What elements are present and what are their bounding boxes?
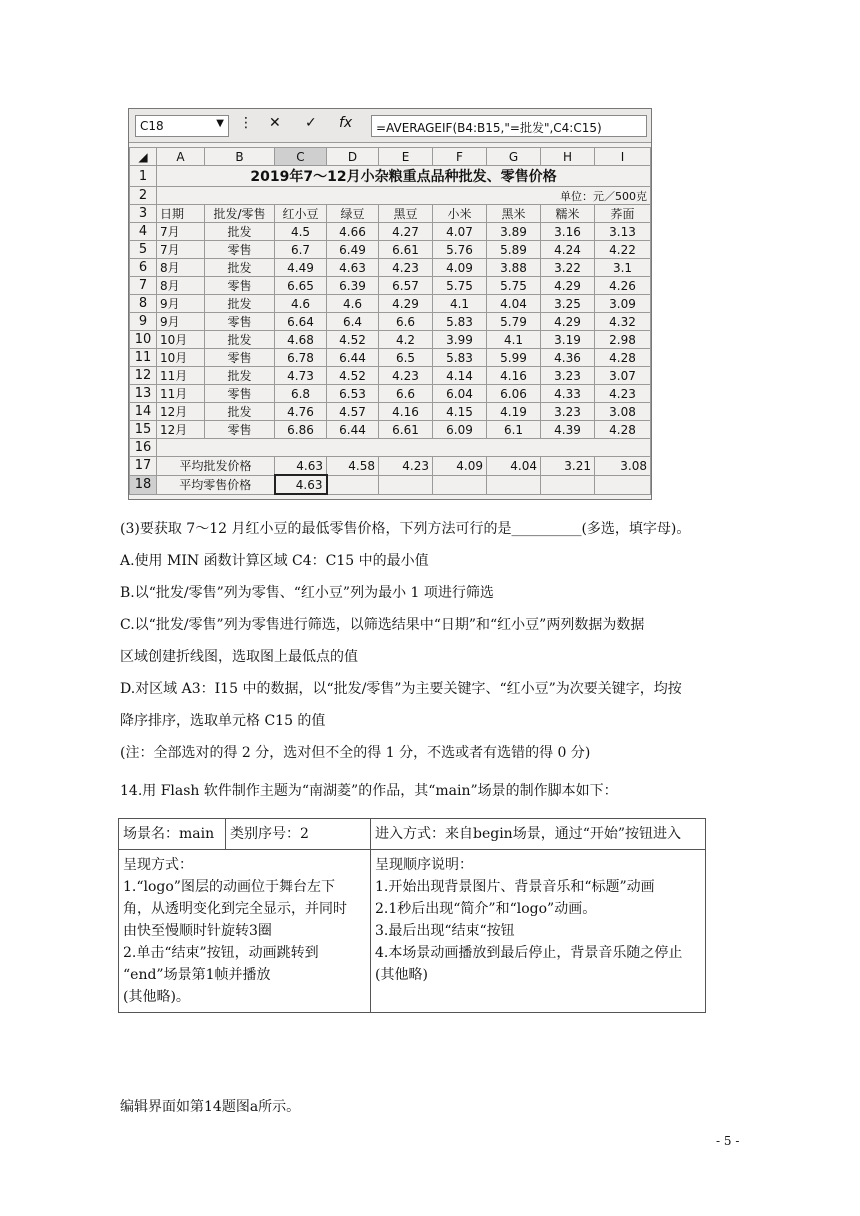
table-row (130, 223, 651, 241)
presentation-head: 呈现方式： (123, 857, 193, 873)
presentation-line: 1.“logo”图层的动画位于舞台左下 (123, 879, 335, 895)
price-cell[interactable]: 3.08 (595, 403, 651, 421)
price-cell[interactable]: 4.32 (595, 313, 651, 331)
order-line: 1.开始出现背景图片、背景音乐和“标题”动画 (375, 879, 655, 895)
empty-row[interactable] (157, 439, 651, 457)
price-cell[interactable]: 4.66 (327, 223, 379, 241)
presentation-line: (其他略)。 (123, 989, 190, 1005)
presentation-line: 角，从透明变化到完全显示，并同时 (123, 901, 347, 917)
price-cell[interactable]: 4.5 (275, 223, 327, 241)
price-cell[interactable]: 5.75 (487, 277, 541, 295)
price-cell[interactable]: 4.16 (379, 403, 433, 421)
price-cell[interactable]: 6.5 (379, 349, 433, 367)
avg-cell[interactable]: 4.09 (433, 457, 487, 476)
row-header[interactable]: 12 (130, 367, 157, 385)
price-cell[interactable]: 6.78 (275, 349, 327, 367)
header-cell[interactable]: 红小豆 (275, 205, 327, 223)
function-icon[interactable]: fx (339, 115, 353, 131)
cancel-icon[interactable]: ✕ (269, 115, 281, 131)
price-cell[interactable]: 4.73 (275, 367, 327, 385)
type-cell[interactable]: 批发 (205, 331, 275, 349)
price-cell[interactable]: 4.2 (379, 331, 433, 349)
row-header[interactable]: 13 (130, 385, 157, 403)
price-cell[interactable]: 4.16 (487, 367, 541, 385)
date-cell[interactable]: 9月 (157, 295, 205, 313)
order-line: 2.1秒后出现“简介”和“logo”动画。 (375, 901, 597, 917)
scene-script-table (118, 818, 706, 1013)
price-cell[interactable]: 6.4 (327, 313, 379, 331)
row-header[interactable]: 17 (130, 457, 157, 476)
avg-wholesale-label[interactable]: 平均批发价格 (157, 457, 275, 476)
price-cell[interactable]: 3.88 (487, 259, 541, 277)
date-cell[interactable]: 9月 (157, 313, 205, 331)
date-cell[interactable]: 12月 (157, 421, 205, 439)
price-cell[interactable]: 3.22 (541, 259, 595, 277)
table-row (130, 259, 651, 277)
header-cell[interactable]: 批发/零售 (205, 205, 275, 223)
table-row (130, 349, 651, 367)
row-header[interactable]: 2 (130, 187, 157, 205)
category-cell: 类别序号：2 (226, 819, 371, 850)
header-cell[interactable]: 小米 (433, 205, 487, 223)
table-row (130, 421, 651, 439)
price-cell[interactable]: 4.6 (327, 295, 379, 313)
row-header[interactable]: 18 (130, 475, 157, 494)
price-cell[interactable]: 4.24 (541, 241, 595, 259)
price-cell[interactable]: 4.6 (275, 295, 327, 313)
type-cell[interactable]: 零售 (205, 421, 275, 439)
price-cell[interactable]: 4.22 (595, 241, 651, 259)
table-row (130, 331, 651, 349)
price-cell[interactable]: 3.1 (595, 259, 651, 277)
presentation-line: 由快至慢顺时针旋转3圈 (123, 923, 272, 939)
avg-retail-row (130, 475, 651, 494)
price-cell[interactable]: 3.23 (541, 403, 595, 421)
date-cell[interactable]: 12月 (157, 403, 205, 421)
type-cell[interactable]: 批发 (205, 367, 275, 385)
price-cell[interactable]: 5.75 (433, 277, 487, 295)
entry-cell: 进入方式：来自begin场景，通过“开始”按钮进入 (371, 819, 706, 850)
chevron-down-icon[interactable]: ▼ (216, 118, 224, 129)
question-3-stem: (3)要获取 7～12 月红小豆的最低零售价格，下列方法可行的是__________(多选，填字母)。 (120, 521, 691, 537)
price-cell[interactable]: 4.29 (541, 313, 595, 331)
empty-cell[interactable] (595, 475, 651, 494)
avg-cell[interactable]: 4.04 (487, 457, 541, 476)
price-cell[interactable]: 4.19 (487, 403, 541, 421)
table-row (130, 367, 651, 385)
option-b: B.以“批发/零售”列为零售、“红小豆”列为最小 1 项进行筛选 (120, 585, 494, 601)
date-cell[interactable]: 10月 (157, 331, 205, 349)
header-cell[interactable]: 荞面 (595, 205, 651, 223)
row-header[interactable]: 16 (130, 439, 157, 457)
avg-cell[interactable]: 4.58 (327, 457, 379, 476)
order-line: 4.本场景动画播放到最后停止，背景音乐随之停止 (375, 945, 683, 961)
empty-cell[interactable] (541, 475, 595, 494)
price-cell[interactable]: 4.68 (275, 331, 327, 349)
price-cell[interactable]: 6.6 (379, 385, 433, 403)
presentation-line: “end”场景第1帧并播放 (123, 967, 271, 983)
price-cell[interactable]: 4.26 (595, 277, 651, 295)
table-row (130, 277, 651, 295)
header-cell[interactable]: 糯米 (541, 205, 595, 223)
price-cell[interactable]: 4.76 (275, 403, 327, 421)
row-header[interactable]: 8 (130, 295, 157, 313)
price-cell[interactable]: 5.83 (433, 313, 487, 331)
column-header[interactable]: C (275, 148, 327, 166)
question-14-stem: 14.用 Flash 软件制作主题为“南湖菱”的作品，其“main”场景的制作脚本如下： (120, 783, 618, 799)
price-cell[interactable]: 6.65 (275, 277, 327, 295)
price-cell[interactable]: 4.23 (379, 259, 433, 277)
price-cell[interactable]: 4.52 (327, 331, 379, 349)
row-header[interactable]: 3 (130, 205, 157, 223)
row-header[interactable]: 11 (130, 349, 157, 367)
price-cell[interactable]: 4.07 (433, 223, 487, 241)
avg-wholesale-row (130, 457, 651, 476)
price-cell[interactable]: 5.83 (433, 349, 487, 367)
date-cell[interactable]: 8月 (157, 259, 205, 277)
date-cell[interactable]: 11月 (157, 367, 205, 385)
price-cell[interactable]: 3.19 (541, 331, 595, 349)
option-c-line1: C.以“批发/零售”列为零售进行筛选，以筛选结果中“日期”和“红小豆”两列数据为数据 (120, 617, 645, 633)
price-cell[interactable]: 6.09 (433, 421, 487, 439)
price-cell[interactable]: 4.39 (541, 421, 595, 439)
type-cell[interactable]: 批发 (205, 295, 275, 313)
selected-cell-c18[interactable]: 4.63 (275, 475, 327, 494)
type-cell[interactable]: 零售 (205, 385, 275, 403)
price-cell[interactable]: 4.57 (327, 403, 379, 421)
price-cell[interactable]: 3.23 (541, 367, 595, 385)
empty-cell[interactable] (487, 475, 541, 494)
avg-cell[interactable]: 3.21 (541, 457, 595, 476)
price-cell[interactable]: 3.25 (541, 295, 595, 313)
type-cell[interactable]: 批发 (205, 223, 275, 241)
formula-bar (129, 109, 651, 143)
price-cell[interactable]: 4.27 (379, 223, 433, 241)
price-cell[interactable]: 3.89 (487, 223, 541, 241)
price-cell[interactable]: 2.98 (595, 331, 651, 349)
order-line: 3.最后出现“结束“按钮 (375, 923, 515, 939)
date-cell[interactable]: 7月 (157, 241, 205, 259)
table-row (130, 403, 651, 421)
price-cell[interactable]: 6.44 (327, 349, 379, 367)
row-header[interactable]: 15 (130, 421, 157, 439)
price-cell[interactable]: 6.04 (433, 385, 487, 403)
column-header-row (130, 148, 651, 166)
price-cell[interactable]: 3.16 (541, 223, 595, 241)
formula-input[interactable]: =AVERAGEIF(B4:B15,"=批发",C4:C15) (371, 115, 647, 137)
header-cell[interactable]: 黑豆 (379, 205, 433, 223)
row-header[interactable]: 5 (130, 241, 157, 259)
header-row (130, 205, 651, 223)
row-header[interactable]: 9 (130, 313, 157, 331)
row-header[interactable]: 14 (130, 403, 157, 421)
table-row (130, 385, 651, 403)
sheet-grid (129, 147, 651, 495)
price-cell[interactable]: 4.1 (433, 295, 487, 313)
check-icon[interactable]: ✓ (305, 115, 317, 131)
column-header[interactable]: A (157, 148, 205, 166)
price-cell[interactable]: 4.33 (541, 385, 595, 403)
more-icon[interactable]: ⋮ (239, 115, 253, 131)
price-cell[interactable]: 4.36 (541, 349, 595, 367)
price-cell[interactable]: 6.6 (379, 313, 433, 331)
table-row (130, 313, 651, 331)
row-header[interactable]: 7 (130, 277, 157, 295)
name-box[interactable]: C18 ▼ (135, 115, 229, 137)
sheet-title[interactable]: 2019年7～12月小杂粮重点品种批发、零售价格 (157, 166, 651, 187)
scene-name-cell: 场景名：main (119, 819, 226, 850)
table-row (130, 241, 651, 259)
price-cell[interactable]: 4.29 (379, 295, 433, 313)
price-cell[interactable]: 6.1 (487, 421, 541, 439)
select-all-corner[interactable]: ◢ (130, 148, 157, 166)
row-header[interactable]: 1 (130, 166, 157, 187)
avg-cell[interactable]: 3.08 (595, 457, 651, 476)
type-cell[interactable]: 零售 (205, 277, 275, 295)
column-header[interactable]: E (379, 148, 433, 166)
option-c-line2: 区域创建折线图，选取图上最低点的值 (120, 649, 358, 665)
price-cell[interactable]: 4.28 (595, 421, 651, 439)
empty-cell[interactable] (379, 475, 433, 494)
date-cell[interactable]: 10月 (157, 349, 205, 367)
price-cell[interactable]: 3.09 (595, 295, 651, 313)
price-cell[interactable]: 4.49 (275, 259, 327, 277)
spreadsheet-screenshot (128, 108, 652, 500)
price-cell[interactable]: 5.89 (487, 241, 541, 259)
column-header[interactable]: B (205, 148, 275, 166)
row-header[interactable]: 6 (130, 259, 157, 277)
price-cell[interactable]: 5.99 (487, 349, 541, 367)
empty-cell[interactable] (433, 475, 487, 494)
header-cell[interactable]: 日期 (157, 205, 205, 223)
order-line: (其他略) (375, 967, 428, 983)
price-cell[interactable]: 6.64 (275, 313, 327, 331)
avg-retail-label[interactable]: 平均零售价格 (157, 475, 275, 494)
price-cell[interactable]: 4.09 (433, 259, 487, 277)
type-cell[interactable]: 零售 (205, 241, 275, 259)
price-cell[interactable]: 5.79 (487, 313, 541, 331)
price-cell[interactable]: 4.28 (595, 349, 651, 367)
price-cell[interactable]: 6.39 (327, 277, 379, 295)
price-cell[interactable]: 3.13 (595, 223, 651, 241)
column-header[interactable]: G (487, 148, 541, 166)
price-cell[interactable]: 6.61 (379, 241, 433, 259)
question-14-after: 编辑界面如第14题图a所示。 (120, 1099, 301, 1115)
price-cell[interactable]: 4.15 (433, 403, 487, 421)
order-head: 呈现顺序说明： (375, 857, 473, 873)
price-cell[interactable]: 4.52 (327, 367, 379, 385)
order-cell (371, 850, 706, 1013)
price-cell[interactable]: 4.04 (487, 295, 541, 313)
price-cell[interactable]: 6.61 (379, 421, 433, 439)
price-cell[interactable]: 6.7 (275, 241, 327, 259)
price-cell[interactable]: 5.76 (433, 241, 487, 259)
page-number: - 5 - (716, 1134, 740, 1148)
option-d-line2: 降序排序，选取单元格 C15 的值 (120, 713, 326, 729)
date-cell[interactable]: 11月 (157, 385, 205, 403)
price-cell[interactable]: 6.44 (327, 421, 379, 439)
price-cell[interactable]: 3.07 (595, 367, 651, 385)
column-header[interactable]: H (541, 148, 595, 166)
header-cell[interactable]: 绿豆 (327, 205, 379, 223)
presentation-line: 2.单击“结束”按钮，动画跳转到 (123, 945, 319, 961)
date-cell[interactable]: 8月 (157, 277, 205, 295)
column-header[interactable]: I (595, 148, 651, 166)
price-cell[interactable]: 4.23 (595, 385, 651, 403)
price-cell[interactable]: 4.14 (433, 367, 487, 385)
price-cell[interactable]: 4.23 (379, 367, 433, 385)
type-cell[interactable]: 批发 (205, 403, 275, 421)
avg-cell[interactable]: 4.63 (275, 457, 327, 476)
data-rows (130, 223, 651, 439)
date-cell[interactable]: 7月 (157, 223, 205, 241)
price-cell[interactable]: 3.99 (433, 331, 487, 349)
price-cell[interactable]: 6.53 (327, 385, 379, 403)
empty-cell[interactable] (327, 475, 379, 494)
type-cell[interactable]: 零售 (205, 349, 275, 367)
type-cell[interactable]: 零售 (205, 313, 275, 331)
price-cell[interactable]: 6.06 (487, 385, 541, 403)
column-header[interactable]: F (433, 148, 487, 166)
type-cell[interactable]: 批发 (205, 259, 275, 277)
price-cell[interactable]: 4.29 (541, 277, 595, 295)
row-header[interactable]: 10 (130, 331, 157, 349)
header-cell[interactable]: 黑米 (487, 205, 541, 223)
presentation-cell (119, 850, 371, 1013)
column-header[interactable]: D (327, 148, 379, 166)
price-cell[interactable]: 6.8 (275, 385, 327, 403)
price-cell[interactable]: 4.1 (487, 331, 541, 349)
price-cell[interactable]: 6.57 (379, 277, 433, 295)
row-header[interactable]: 4 (130, 223, 157, 241)
option-d-line1: D.对区域 A3：I15 中的数据，以“批发/零售”为主要关键字、“红小豆”为次要关键字，均按 (120, 681, 682, 697)
price-cell[interactable]: 6.49 (327, 241, 379, 259)
unit-label[interactable]: 单位：元／500克 (157, 187, 651, 205)
scoring-note: (注：全部选对的得 2 分，选对但不全的得 1 分，不选或者有选错的得 0 分) (120, 745, 591, 761)
option-a: A.使用 MIN 函数计算区域 C4：C15 中的最小值 (120, 553, 429, 569)
table-row (130, 295, 651, 313)
avg-cell[interactable]: 4.23 (379, 457, 433, 476)
price-cell[interactable]: 4.63 (327, 259, 379, 277)
price-cell[interactable]: 6.86 (275, 421, 327, 439)
